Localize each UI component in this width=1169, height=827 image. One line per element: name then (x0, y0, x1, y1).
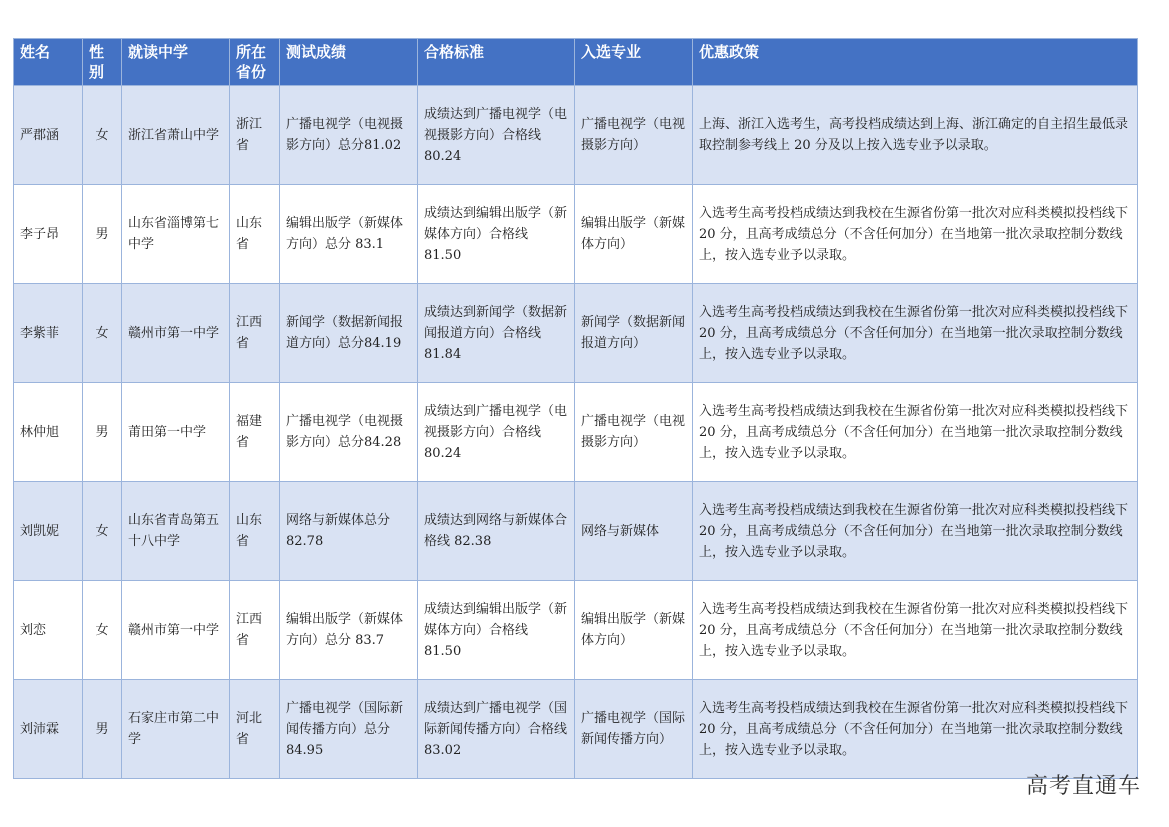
cell-major: 编辑出版学（新媒体方向） (575, 185, 693, 284)
cell-standard: 成绩达到广播电视学（电视摄影方向）合格线 80.24 (418, 383, 575, 482)
cell-name: 刘沛霖 (14, 680, 83, 779)
cell-score: 编辑出版学（新媒体方向）总分 83.7 (280, 581, 418, 680)
cell-score: 新闻学（数据新闻报道方向）总分84.19 (280, 284, 418, 383)
header-standard: 合格标准 (418, 39, 575, 86)
cell-gender: 女 (83, 482, 122, 581)
cell-province: 江西省 (230, 284, 280, 383)
header-row (14, 39, 1138, 86)
cell-gender: 男 (83, 680, 122, 779)
cell-policy: 入选考生高考投档成绩达到我校在生源省份第一批次对应科类模拟投档线下 20 分，且高考成绩总分（不含任何加分）在当地第一批次录取控制分数线上，按入选专业予以录取。 (693, 482, 1138, 581)
cell-policy: 入选考生高考投档成绩达到我校在生源省份第一批次对应科类模拟投档线下 20 分，且高考成绩总分（不含任何加分）在当地第一批次录取控制分数线上，按入选专业予以录取。 (693, 185, 1138, 284)
cell-name: 刘凯妮 (14, 482, 83, 581)
cell-score: 广播电视学（电视摄影方向）总分84.28 (280, 383, 418, 482)
cell-school: 石家庄市第二中学 (122, 680, 230, 779)
cell-school: 莆田第一中学 (122, 383, 230, 482)
cell-name: 刘恋 (14, 581, 83, 680)
cell-name: 严郡涵 (14, 86, 83, 185)
cell-policy: 上海、浙江入选考生，高考投档成绩达到上海、浙江确定的自主招生最低录取控制参考线上 20 分及以上按入选专业予以录取。 (693, 86, 1138, 185)
cell-province: 江西省 (230, 581, 280, 680)
cell-school: 赣州市第一中学 (122, 284, 230, 383)
header-name: 姓名 (14, 39, 83, 86)
table-row (14, 86, 1138, 185)
cell-gender: 女 (83, 284, 122, 383)
cell-major: 广播电视学（国际新闻传播方向） (575, 680, 693, 779)
table-row (14, 284, 1138, 383)
cell-major: 广播电视学（电视摄影方向） (575, 383, 693, 482)
cell-school: 赣州市第一中学 (122, 581, 230, 680)
cell-major: 网络与新媒体 (575, 482, 693, 581)
cell-score: 网络与新媒体总分82.78 (280, 482, 418, 581)
cell-province: 山东省 (230, 482, 280, 581)
header-gender: 性别 (83, 39, 122, 86)
table-row (14, 185, 1138, 284)
cell-province: 山东省 (230, 185, 280, 284)
cell-gender: 男 (83, 185, 122, 284)
admission-table (13, 38, 1138, 779)
cell-standard: 成绩达到网络与新媒体合格线 82.38 (418, 482, 575, 581)
cell-gender: 男 (83, 383, 122, 482)
cell-school: 浙江省萧山中学 (122, 86, 230, 185)
cell-school: 山东省青岛第五十八中学 (122, 482, 230, 581)
cell-name: 李紫菲 (14, 284, 83, 383)
cell-standard: 成绩达到新闻学（数据新闻报道方向）合格线 81.84 (418, 284, 575, 383)
cell-name: 李子昂 (14, 185, 83, 284)
cell-standard: 成绩达到编辑出版学（新媒体方向）合格线 81.50 (418, 185, 575, 284)
cell-score: 广播电视学（电视摄影方向）总分81.02 (280, 86, 418, 185)
cell-policy: 入选考生高考投档成绩达到我校在生源省份第一批次对应科类模拟投档线下 20 分，且高考成绩总分（不含任何加分）在当地第一批次录取控制分数线上，按入选专业予以录取。 (693, 581, 1138, 680)
cell-policy: 入选考生高考投档成绩达到我校在生源省份第一批次对应科类模拟投档线下 20 分，且高考成绩总分（不含任何加分）在当地第一批次录取控制分数线上，按入选专业予以录取。 (693, 284, 1138, 383)
cell-province: 福建省 (230, 383, 280, 482)
watermark: 高考直通车 (1025, 774, 1141, 799)
cell-name: 林仲旭 (14, 383, 83, 482)
table-row (14, 680, 1138, 779)
cell-major: 新闻学（数据新闻报道方向） (575, 284, 693, 383)
cell-major: 广播电视学（电视摄影方向） (575, 86, 693, 185)
table-row (14, 482, 1138, 581)
cell-policy: 入选考生高考投档成绩达到我校在生源省份第一批次对应科类模拟投档线下 20 分，且高考成绩总分（不含任何加分）在当地第一批次录取控制分数线上，按入选专业予以录取。 (693, 383, 1138, 482)
header-province: 所在省份 (230, 39, 280, 86)
table-row (14, 581, 1138, 680)
cell-province: 浙江省 (230, 86, 280, 185)
header-school: 就读中学 (122, 39, 230, 86)
cell-standard: 成绩达到广播电视学（电视摄影方向）合格线 80.24 (418, 86, 575, 185)
cell-standard: 成绩达到编辑出版学（新媒体方向）合格线 81.50 (418, 581, 575, 680)
header-score: 测试成绩 (280, 39, 418, 86)
cell-province: 河北省 (230, 680, 280, 779)
table-row (14, 383, 1138, 482)
cell-score: 编辑出版学（新媒体方向）总分 83.1 (280, 185, 418, 284)
header-policy: 优惠政策 (693, 39, 1138, 86)
cell-school: 山东省淄博第七中学 (122, 185, 230, 284)
cell-standard: 成绩达到广播电视学（国际新闻传播方向）合格线 83.02 (418, 680, 575, 779)
cell-gender: 女 (83, 86, 122, 185)
cell-major: 编辑出版学（新媒体方向） (575, 581, 693, 680)
cell-gender: 女 (83, 581, 122, 680)
header-major: 入选专业 (575, 39, 693, 86)
cell-score: 广播电视学（国际新闻传播方向）总分 84.95 (280, 680, 418, 779)
cell-policy: 入选考生高考投档成绩达到我校在生源省份第一批次对应科类模拟投档线下 20 分，且高考成绩总分（不含任何加分）在当地第一批次录取控制分数线上，按入选专业予以录取。 (693, 680, 1138, 779)
